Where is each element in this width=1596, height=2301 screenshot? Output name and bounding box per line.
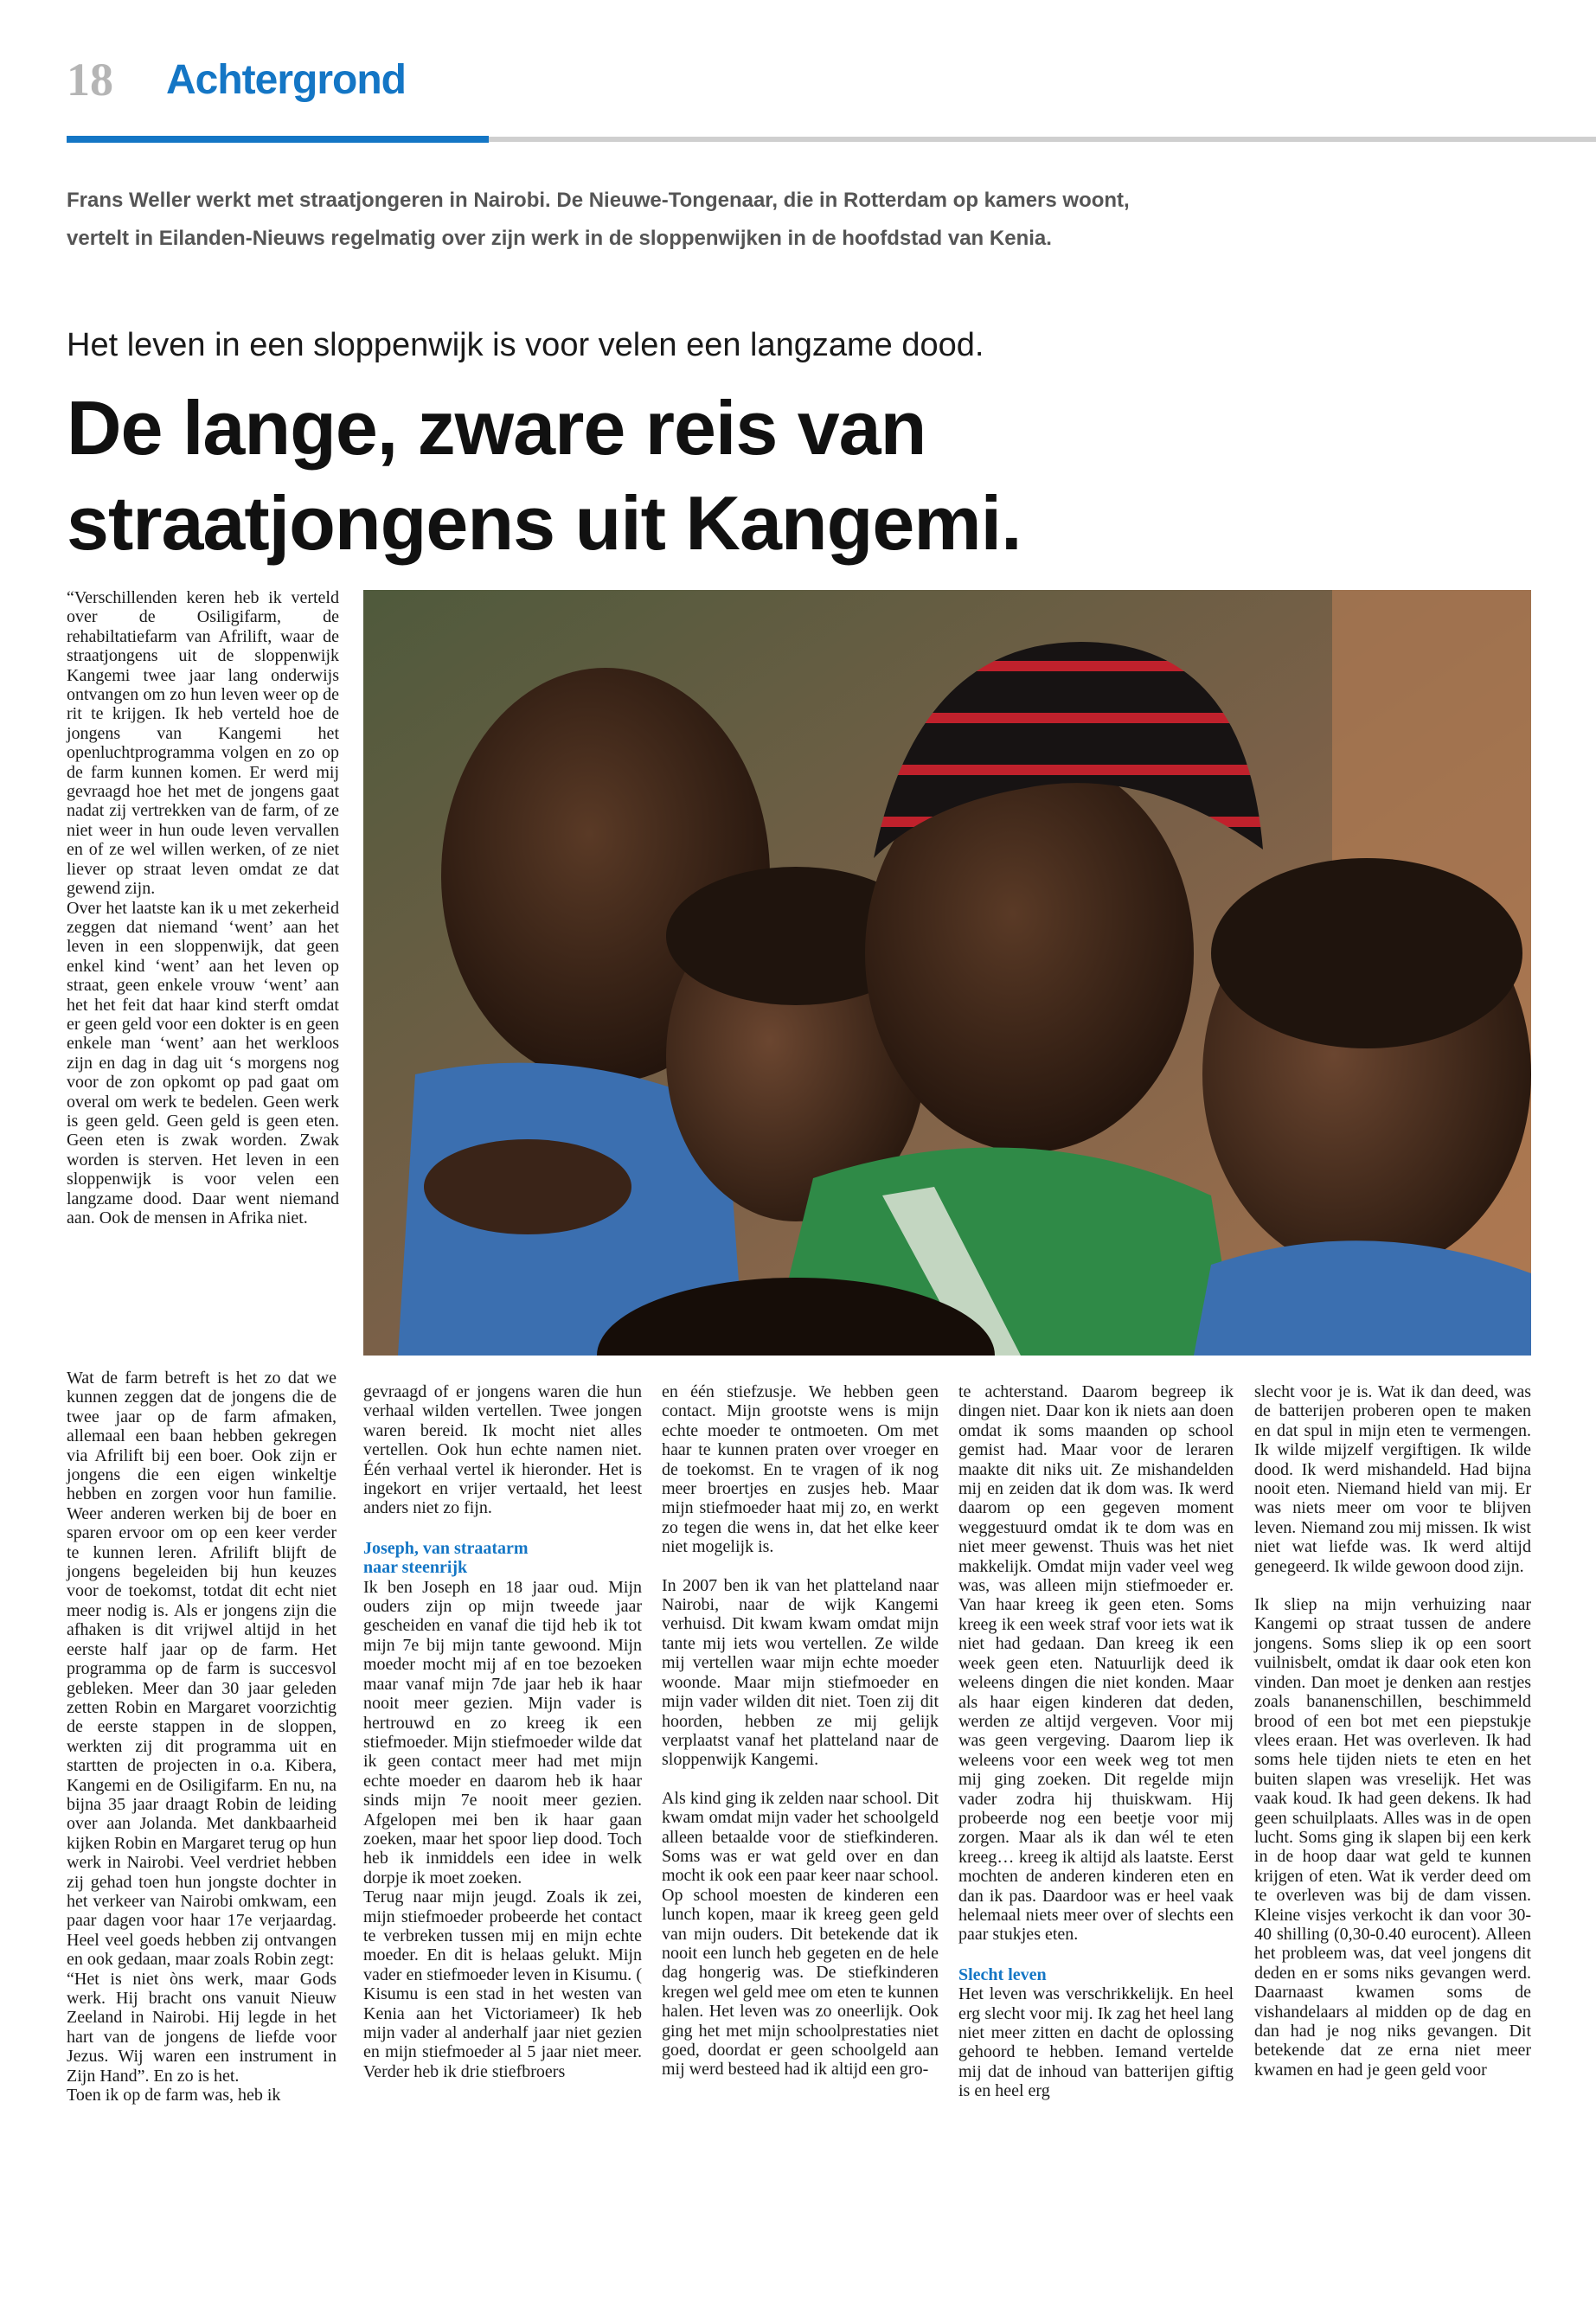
article-column-top: [67, 588, 339, 1227]
article-column-2: [363, 1382, 642, 2081]
paragraph: Het leven was verschrikkelijk. En heel erg slecht voor mij. Ik zag het heel lang niet meer zitten en dacht de oplossing gehoord te hebben. Iemand vertelde mij dat de inhoud van batterijen giftig is en heel erg: [958, 1984, 1234, 2101]
page-number: 18: [67, 54, 113, 106]
header-rule: [489, 137, 1596, 142]
title-line: De lange, zware reis van: [67, 385, 926, 471]
paragraph: slecht voor je is. Wat ik dan deed, was de batterijen proberen open te maken en dat spul in mijn eten te vermengen. Ik wilde mijzelf vergiftigen. Ik wilde dood. Ik werd mishandeld. Had bijna nooit eten. Niemand hield van mij. Er was niets meer om voor te blijven leven. Niemand zou mij missen. Ik wist niet wat liefde was. Ik werd altijd genegeerd. Ik wilde gewoon dood zijn.: [1254, 1382, 1531, 1576]
article-photo: [363, 590, 1531, 1356]
paragraph: Ik sliep na mijn verhuizing naar Kangemi op straat tussen de andere jongens. Soms sliep ik op een soort vuilnisbelt, omdat ik daar ook eten kon vinden. Dan moet je denken aan restjes zoals bananenschillen, beschimmeld brood of een bot met een piepstukje vlees eraan. Het was overleven. Ik had soms hele tijden niets te eten en het buiten slapen was vreselijk. Het was vaak koud. Ik had geen dekens. Ik had geen schuilplaats. Alles was in de open lucht. Soms ging ik slapen bij een kerk in de hoop daar wat geld te kunnen krijgen of eten. Wat ik verder deed om te overleven was bij de dam vissen. Kleine visjes verkocht ik dan voor 30-40 shilling (0,30-0.40 eurocent). Alleen het probleem was, dat veel jongens dit deden en er soms niks gevangen werd. Daarnaast kwamen soms de vishandelaars al midden op de dag en dan had je nog niks gevangen. Dit betekende dat ze erna niet meer kwamen en had je geen geld voor: [1254, 1595, 1531, 2080]
subheading-line: naar steenrijk: [363, 1558, 468, 1578]
paragraph: “Het is niet òns werk, maar Gods werk. Hij bracht ons vanuit Nieuw Zeeland in Nairobi. Hij legde in het hart van de jongens de liefde voor Jezus. Wij waren een instrument in Zijn Hand”. En zo is het.: [67, 1969, 337, 2086]
paragraph: gevraagd of er jongens waren die hun verhaal wilden vertellen. Twee jongen waren bereid. Ik mocht niet alles vertellen. Ook hun echte namen niet. Één verhaal vertel ik hieronder. Het is ingekort en vrijer vertaald, het leest anders niet zo fijn.: [363, 1382, 642, 1518]
subheading-line: Joseph, van straatarm: [363, 1538, 529, 1558]
article-column-3: [662, 1382, 939, 2080]
paragraph: Toen ik op de farm was, heb ik: [67, 2086, 281, 2106]
page-header: [67, 45, 406, 114]
paragraph: Als kind ging ik zelden naar school. Dit kwam omdat mijn vader het schoolgeld alleen betaalde voor de stiefkinderen. Soms was er wat geld over en dan mocht ik ook een paar keer naar school. Op school moesten de kinderen een lunch kopen, maar ik kreeg geen geld van mijn ouders. Dit betekende dat ik nooit een lunch heb gegeten en de hele dag hongerig was. De stiefkinderen kregen wel geld mee om eten te kunnen halen. Het leven was zo oneerlijk. Ook ging het met mijn schoolprestaties niet goed, doordat er geen schoolgeld aan mij werd besteed had ik altijd een gro-: [662, 1788, 939, 2080]
intro-line: Frans Weller werkt met straatjongeren in Nairobi. De Nieuwe-Tongenaar, die in Rotterdam op kamers woont,: [67, 189, 1130, 212]
paragraph: en één stiefzusje. We hebben geen contact. Mijn grootste wens is mijn echte moeder te ontmoeten. Om met haar te kunnen praten over vroeger en de toekomst. En te vragen of ik nog meer broertjes en zusjes heb. Maar mijn stiefmoeder haat mij zo, en werkt zo tegen die wens in, dat het elke keer niet mogelijk is.: [662, 1382, 939, 1557]
paragraph: Over het laatste kan ik u met zekerheid zeggen dat niemand ‘went’ aan het leven in een sloppenwijk, dat geen enkel kind ‘went’ aan het leven op straat, geen enkele vrouw ‘went’ aan het het feit dat haar kind sterft omdat er geen geld voor een dokter is en geen enkele man ‘went’ aan het werkloos zijn en dag in dag uit ‘s morgens nog voor de zon opkomt op pad gaat om overal om werk te bedelen. Geen werk is geen geld. Geen geld is geen eten. Geen eten is zwak worden. Zwak worden is sterven. Het leven in een sloppenwijk is voor velen een langzame dood. Daar went niemand aan. Ook de mensen in Afrika niet.: [67, 898, 339, 1227]
paragraph: In 2007 ben ik van het platteland naar Nairobi, naar de wijk Kangemi verhuisd. Dit kwam kwam omdat mijn tante mij iets wou vertellen. Ze wilde mij vertellen waar mijn echte moeder woonde. Maar mijn stiefmoeder en mijn vader wilden dit niet. Toen zij dit hoorden, hebben ze mij gelijk verplaatst vanaf het platteland naar de sloppenwijk Kangemi.: [662, 1575, 939, 1770]
paragraph: Ik ben Joseph en 18 jaar oud. Mijn ouders zijn op mijn tweede jaar gescheiden en vanaf die tijd heb ik tot mijn 7e bij mijn tante gewoond. Mijn moeder mocht mij af en toe bezoeken maar vanaf mijn 7de jaar heb ik haar nooit meer gezien. Mijn vader is hertrouwd en zo kreeg ik een stiefmoeder. Mijn stiefmoeder wilde dat ik geen contact meer had met mijn echte moeder en daarom heb ik haar sinds mijn 7e nooit meer gezien. Afgelopen mei ben ik haar gaan zoeken, maar het spoor liep dood. Toch heb ik inmiddels een idee in welk dorpje ik moet zoeken.: [363, 1577, 642, 1888]
paragraph: te achterstand. Daarom begreep ik dingen niet. Daar kon ik niets aan doen omdat ik soms maanden op school gemist had. Maar voor de leraren maakte dit niks uit. Ze mishandelden mij en zeiden dat ik dom was. Ik werd daarom op een gegeven moment weggestuurd omdat ik te dom was en niet meer gewenst. Thuis was het niet makkelijk. Omdat mijn vader veel weg was, was alleen mijn stiefmoeder er. Van haar kreeg ik geen eten. Soms kreeg ik een week straf voor iets wat ik niet had gedaan. Dan kreeg ik een week geen eten. Natuurlijk deed ik weleens dingen die niet konden. Maar als haar eigen kinderen dat deden, werden ze altijd vergeven. Voor mij was geen vergeving. Daarom liep ik weleens voor een week weg tot men mij ging zoeken. Dit regelde mijn vader zodra hij thuiskwam. Hij probeerde nog een beetje voor mij zorgen. Maar als ik dan wél te eten kreeg… kreeg ik altijd als laatste. Eerst mochten de anderen kinderen eten en dan ik pas. Daardoor was er heel vaak helemaal niets meer over of slechts een paar stukjes eten.: [958, 1382, 1234, 1945]
intro-line: vertelt in Eilanden-Nieuws regelmatig over zijn werk in de sloppenwijken in de hoofdstad van Kenia.: [67, 227, 1052, 250]
section-title: Achtergrond: [166, 56, 406, 103]
paragraph: Terug naar mijn jeugd. Zoals ik zei, mijn stiefmoeder probeerde het contact te verbreken tussen mij en mijn echte moeder. En dit is helaas gelukt. Mijn vader en stiefmoeder leven in Kisumu. ( Kisumu is een stad in het westen van Kenia aan het Victoriameer) Ik heb mijn vader al anderhalf jaar niet gezien en mijn stiefmoeder al 5 jaar niet meer. Verder heb ik drie stiefbroers: [363, 1888, 642, 2081]
paragraph: “Verschillenden keren heb ik verteld over de Osiligifarm, de rehabiltatiefarm van Afrilift, waar de straatjongens uit de sloppenwijk Kangemi twee jaar lang onderwijs ontvangen om zo hun leven weer op de rit te krijgen. Ik heb verteld hoe de jongens van Kangemi het openluchtprogramma volgen en zo op de farm kunnen komen. Er werd mij gevraagd hoe het met de jongens gaat nadat zij vertrekken van de farm, of ze niet weer in hun oude leven vervallen en of ze wel willen werken, of ze niet liever op straat leven omdat ze dat gewend zijn.: [67, 588, 339, 899]
article-column-5: [1254, 1382, 1531, 2080]
paragraph: Wat de farm betreft is het zo dat we kunnen zeggen dat de jongens die de twee jaar op de farm afmaken, allemaal een baan hebben gekregen via Afrilift bij een boer. Ook zijn er jongens die een eigen winkeltje hebben en zorgen voor hun familie. Weer anderen werken bij de boer en sparen ervoor om op een keer verder te kunnen leren. Afrilift blijft de jongens begeleiden bij hun keuzes voor de toekomst, totdat dit echt niet meer nodig is. Als er jongens zijn die afhaken is dit vrijwel altijd in het eerste half jaar op de farm. Het programma op de farm is succesvol gebleken. Meer dan 30 jaar geleden zetten Robin en Margaret voorzichtig de eerste stappen in de sloppen, werkten zij dit programma uit en startten de projecten in o.a. Kibera, Kangemi en de Osiligifarm. En nu, na bijna 35 jaar draagt Robin de leiding over aan Jolanda. Met dankbaarheid kijken Robin en Margaret terug op hun werk in Nairobi. Veel verdriet hebben zij gehad toen hun jongste dochter in het verkeer van Nairobi omkwam, een paar dagen voor haar 17e verjaardag. Heel veel goeds hebben zij ontvangen en ook gedaan, maar zoals Robin zegt:: [67, 1368, 337, 1970]
article-column-4: [958, 1382, 1234, 2101]
header-rule-accent: [67, 136, 489, 143]
title-line: straatjongens uit Kangemi.: [67, 480, 1022, 566]
photo-boys-image: [363, 590, 1531, 1356]
subheading: Slecht leven: [958, 1965, 1047, 1984]
article-title: [67, 381, 1148, 571]
article-column-1: [67, 1368, 337, 2105]
intro-lead: [67, 182, 1537, 258]
article-kicker: Het leven in een sloppenwijk is voor velen een langzame dood.: [67, 327, 984, 363]
subheading: [363, 1539, 642, 1578]
